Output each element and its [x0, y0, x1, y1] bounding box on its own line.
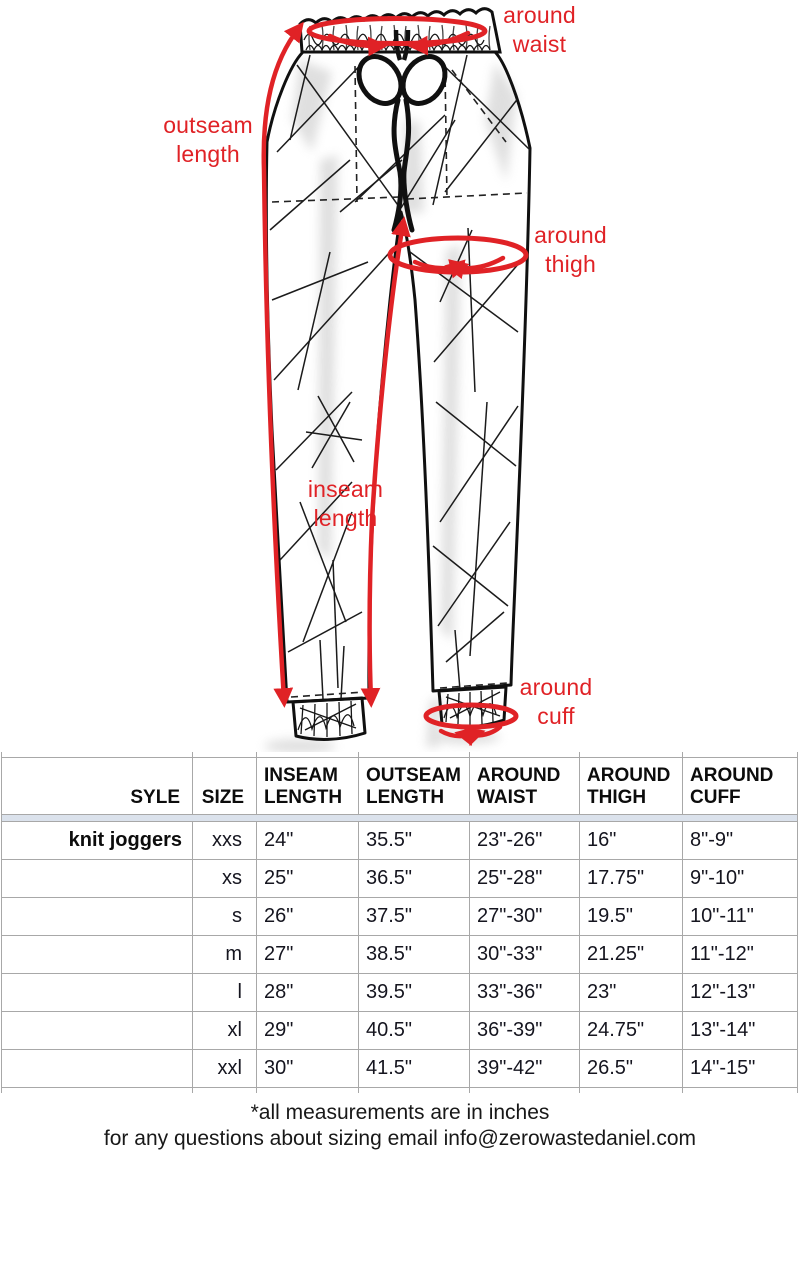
size-row-xxs	[2, 821, 798, 859]
header-around-waist: AROUND WAIST	[470, 757, 580, 814]
style-cell	[2, 897, 193, 935]
size-cell: xl	[193, 1011, 257, 1049]
header-inseam-length: INSEAM LENGTH	[257, 757, 359, 814]
cuff-cell: 13"-14"	[683, 1011, 798, 1049]
thigh-cell: 26.5"	[580, 1049, 683, 1087]
header-outseam-length: OUTSEAM LENGTH	[359, 757, 470, 814]
header-around-cuff: AROUND CUFF	[683, 757, 798, 814]
outseam-cell: 36.5"	[359, 859, 470, 897]
around-thigh-label: around thigh	[534, 222, 607, 277]
cuff-cell: 10"-11"	[683, 897, 798, 935]
size-row-s	[2, 897, 798, 935]
style-cell	[2, 1011, 193, 1049]
thigh-cell: 17.75"	[580, 859, 683, 897]
around-cuff-label: around cuff	[519, 674, 593, 729]
size-cell: s	[193, 897, 257, 935]
drawstring-bow	[350, 30, 453, 230]
footer-notes	[0, 1100, 800, 1152]
size-row-xl	[2, 1011, 798, 1049]
waist-cell: 25"-28"	[470, 859, 580, 897]
size-row-l	[2, 973, 798, 1011]
inseam-cell: 26"	[257, 897, 359, 935]
size-cell: m	[193, 935, 257, 973]
cuff-cell: 9"-10"	[683, 859, 798, 897]
size-row-xs	[2, 859, 798, 897]
inseam-cell: 24"	[257, 821, 359, 859]
waist-cell: 39"-42"	[470, 1049, 580, 1087]
size-chart	[1, 752, 799, 1093]
size-row-xxl	[2, 1049, 798, 1087]
outseam-cell: 39.5"	[359, 973, 470, 1011]
size-row-m	[2, 935, 798, 973]
header-style: SYLE	[2, 757, 193, 814]
style-cell: knit joggers	[2, 821, 193, 859]
size-cell: xxs	[193, 821, 257, 859]
inseam-cell: 30"	[257, 1049, 359, 1087]
waist-cell: 30"-33"	[470, 935, 580, 973]
waist-cell: 27"-30"	[470, 897, 580, 935]
fabric-shading	[264, 60, 517, 752]
outseam-cell: 41.5"	[359, 1049, 470, 1087]
style-cell	[2, 1049, 193, 1087]
cuff-cell: 11"-12"	[683, 935, 798, 973]
header-separator	[2, 814, 798, 821]
cuff-cell: 14"-15"	[683, 1049, 798, 1087]
size-cell: xs	[193, 859, 257, 897]
size-chart-table	[1, 752, 798, 1093]
inseam-cell: 28"	[257, 973, 359, 1011]
thigh-cell: 21.25"	[580, 935, 683, 973]
patchwork-pattern	[270, 55, 530, 699]
around-waist-label: around waist	[503, 2, 576, 57]
waist-cell: 36"-39"	[470, 1011, 580, 1049]
measurement-note: *all measurements are in inches	[250, 1101, 550, 1124]
style-cell	[2, 973, 193, 1011]
inseam-cell: 27"	[257, 935, 359, 973]
outseam-length-label: outseam length	[163, 112, 253, 167]
outseam-cell: 38.5"	[359, 935, 470, 973]
header-around-thigh: AROUND THIGH	[580, 757, 683, 814]
thigh-cell: 19.5"	[580, 897, 683, 935]
header-size: SIZE	[193, 757, 257, 814]
thigh-cell: 24.75"	[580, 1011, 683, 1049]
inseam-cell: 25"	[257, 859, 359, 897]
thigh-cell: 23"	[580, 973, 683, 1011]
outseam-cell: 40.5"	[359, 1011, 470, 1049]
outseam-cell: 35.5"	[359, 821, 470, 859]
cuff-cell: 8"-9"	[683, 821, 798, 859]
inseam-length-label: inseam length	[307, 476, 384, 531]
thigh-cell: 16"	[580, 821, 683, 859]
style-cell	[2, 859, 193, 897]
size-cell: l	[193, 973, 257, 1011]
waist-cell: 23"-26"	[470, 821, 580, 859]
cuff-cell: 12"-13"	[683, 973, 798, 1011]
inseam-cell: 29"	[257, 1011, 359, 1049]
table-header-row	[2, 757, 798, 814]
size-cell: xxl	[193, 1049, 257, 1087]
outseam-cell: 37.5"	[359, 897, 470, 935]
style-cell	[2, 935, 193, 973]
inseam-length-arrow	[370, 224, 403, 700]
waist-cell: 33"-36"	[470, 973, 580, 1011]
contact-note: for any questions about sizing email info@zerowastedaniel.com	[103, 1127, 697, 1150]
table-crop-bottom	[2, 1087, 798, 1093]
